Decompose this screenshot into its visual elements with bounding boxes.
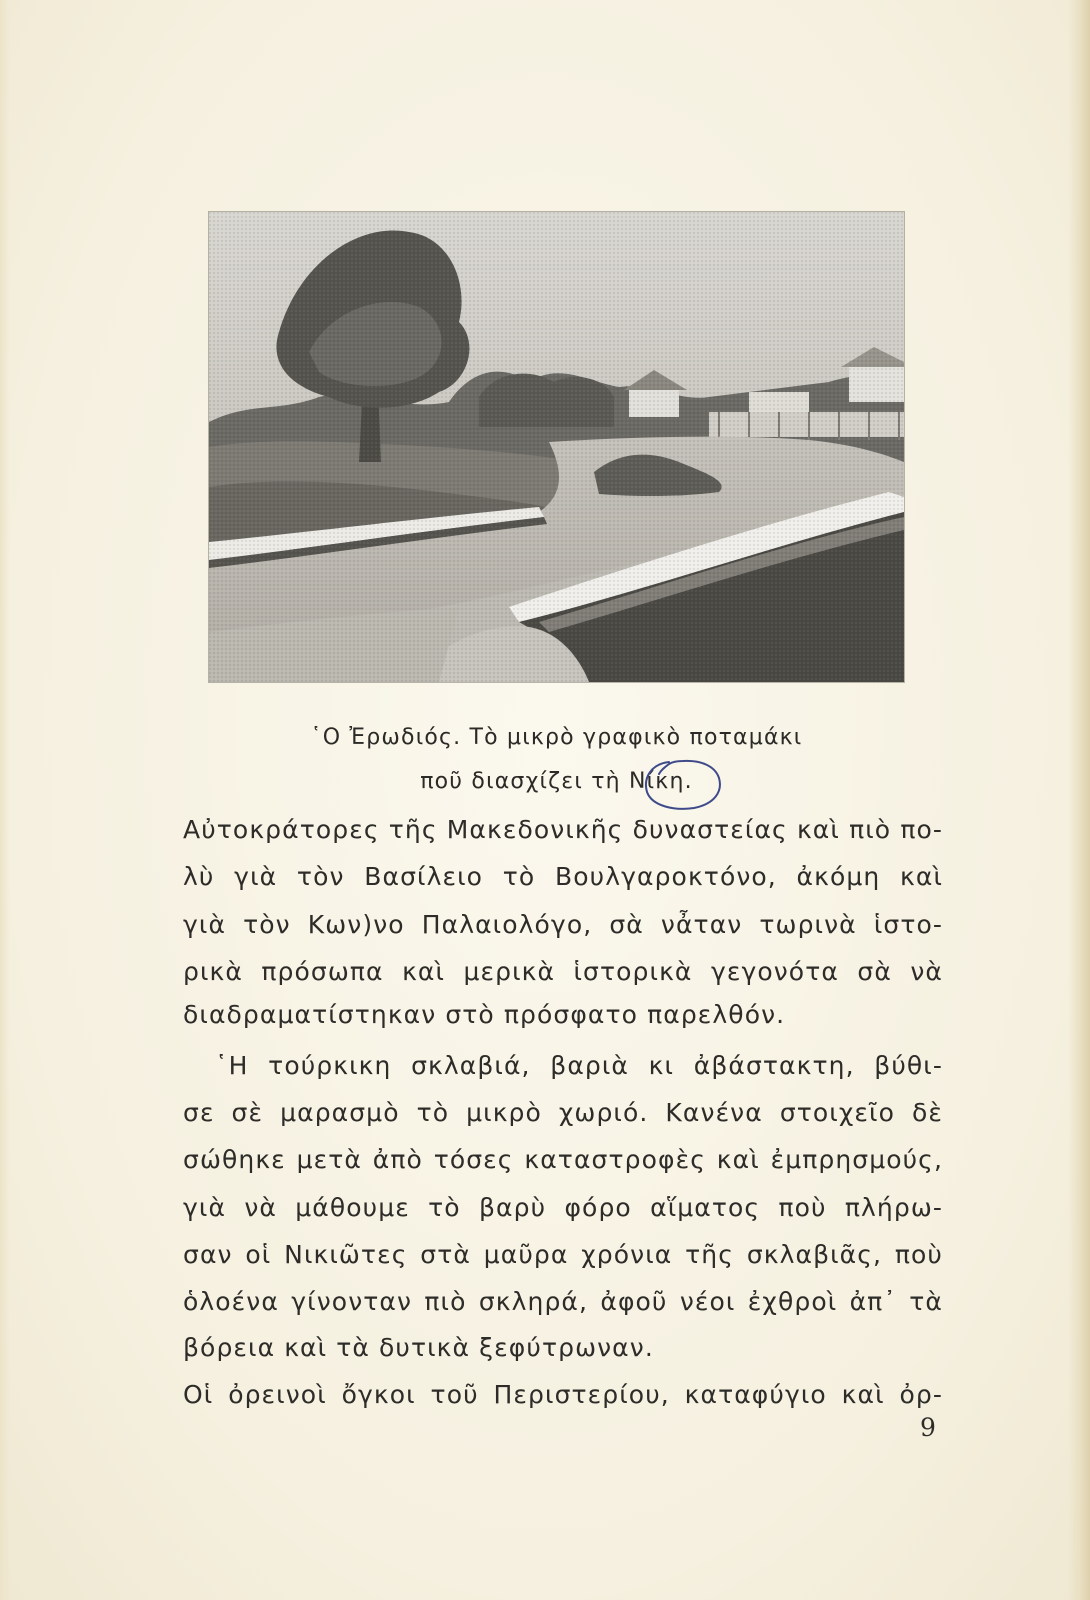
text-line-3: γιὰ τὸν Κων)νο Παλαιολόγο, σὰ νἆταν τωρινὰ ἱστο- [183, 910, 943, 939]
text-line-4: ρικὰ πρόσωπα καὶ μερικὰ ἱστορικὰ γεγονότα σὰ νὰ [183, 957, 943, 986]
page-number: 9 [920, 1413, 936, 1442]
text-line-2: λὺ γιὰ τὸν Βασίλειο τὸ Βουλγαροκτόνο, ἀκόμη καὶ [183, 862, 943, 891]
text-line-8: σώθηκε μετὰ ἀπὸ τόσες καταστροφὲς καὶ ἐμπρησμούς, [183, 1145, 943, 1174]
pen-circle-mark [639, 756, 727, 814]
photo-caption-line-1: ῾Ο Ἐρωδιός. Τὸ μικρὸ γραφικὸ ποταμάκι [310, 725, 803, 750]
river-photograph [209, 212, 904, 682]
text-line-1: Αὐτοκράτορες τῆς Μακεδονικῆς δυναστείας καὶ πιὸ πο- [183, 815, 943, 844]
text-line-13: Οἱ ὀρεινοὶ ὄγκοι τοῦ Περιστερίου, καταφύγιο καὶ ὀρ- [183, 1380, 943, 1409]
page-right-edge [1068, 0, 1090, 1600]
text-line-12: βόρεια καὶ τὰ δυτικὰ ξεφύτρωναν. [183, 1333, 654, 1362]
text-line-7: σε σὲ μαρασμὸ τὸ μικρὸ χωριό. Κανένα στοιχεῖο δὲ [183, 1098, 943, 1127]
text-line-9: γιὰ νὰ μάθουμε τὸ βαρὺ φόρο αἵματος ποὺ πλήρω- [183, 1193, 943, 1222]
text-line-10: σαν οἱ Νικιῶτες στὰ μαῦρα χρόνια τῆς σκλαβιᾶς, ποὺ [183, 1240, 943, 1269]
photo-caption-line-2: ποῦ διασχίζει τὴ Νίκη. [420, 769, 693, 794]
text-line-5: διαδραματίστηκαν στὸ πρόσφατο παρελθόν. [183, 1000, 786, 1029]
text-line-11: ὁλοένα γίνονταν πιὸ σκληρά, ἀφοῦ νέοι ἐχθροὶ ἀπ᾿ τὰ [183, 1287, 943, 1316]
text-line-6: ῾Η τούρκικη σκλαβιά, βαριὰ κι ἀβάστακτη, βύθι- [215, 1051, 943, 1080]
page-left-edge [0, 0, 10, 1600]
